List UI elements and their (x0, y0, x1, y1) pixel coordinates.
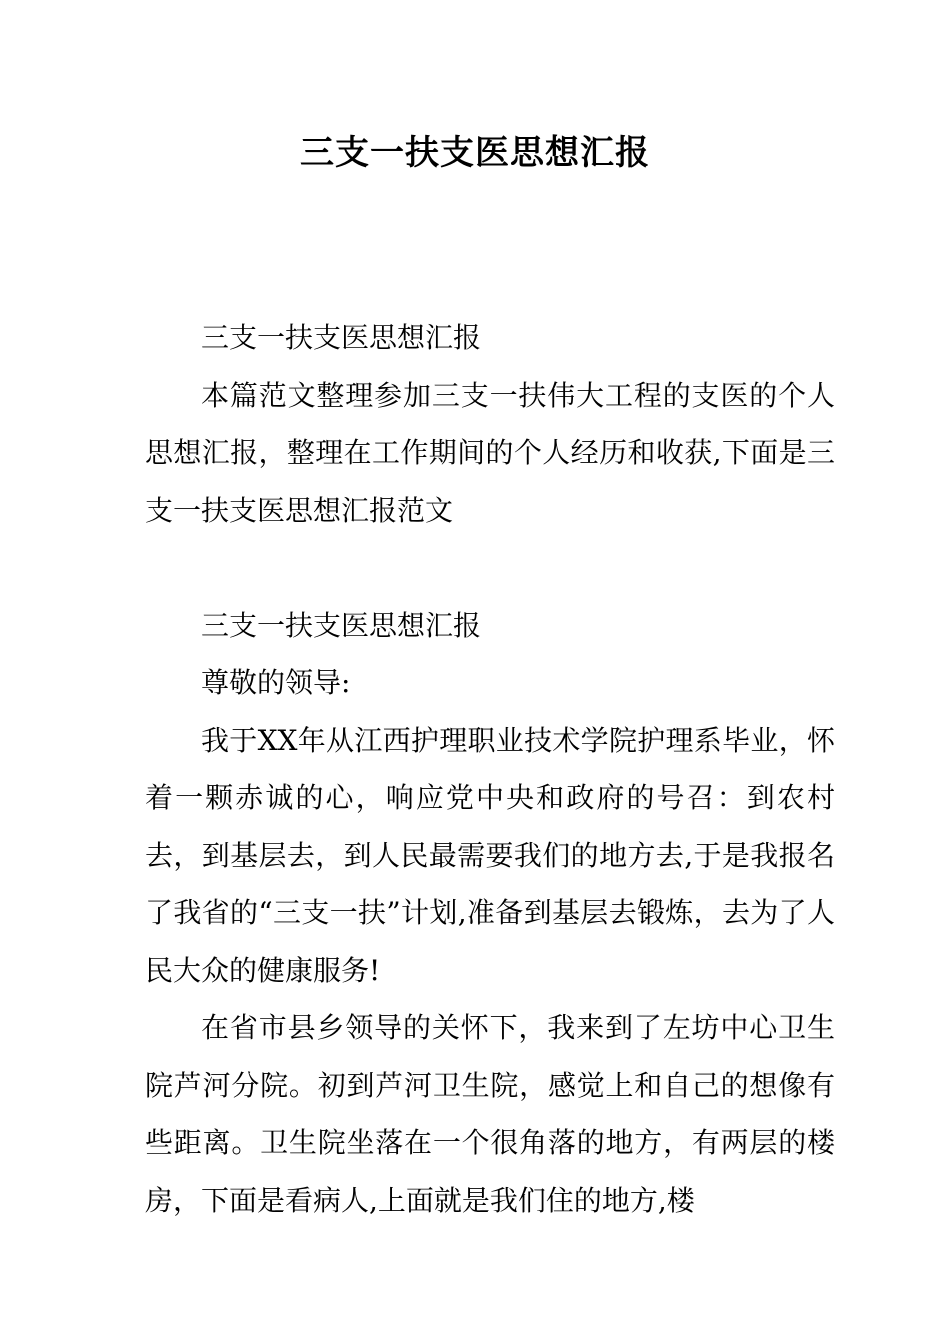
paragraph-intro: 本篇范文整理参加三支一扶伟大工程的支医的个人思想汇报，整理在工作期间的个人经历和收获,下面是三支一扶支医思想汇报范文 (145, 378, 835, 527)
paragraph-salutation: 尊敬的领导: (201, 666, 351, 699)
paragraph-body-2: 在省市县乡领导的关怀下，我来到了左坊中心卫生院芦河分院。初到芦河卫生院，感觉上和自己的想像有些距离。卫生院坐落在一个很角落的地方，有两层的楼房，下面是看病人,上面就是我们住的地方,楼 (145, 1011, 835, 1217)
blank-line (145, 539, 835, 597)
document-title: 三支一扶支医思想汇报 (300, 133, 650, 173)
paragraph-body-1: 我于XX年从江西护理职业技术学院护理系毕业，怀着一颗赤诚的心，响应党中央和政府的号召：到农村去，到基层去，到人民最需要我们的地方去,于是我报名了我省的“三支一扶”计划,准备到基层去锻炼，去为了人民大众的健康服务! (145, 723, 835, 987)
paragraph-subtitle: 三支一扶支医思想汇报 (201, 321, 482, 354)
paragraph-subtitle-repeat: 三支一扶支医思想汇报 (201, 608, 482, 642)
document-body (145, 309, 835, 1229)
